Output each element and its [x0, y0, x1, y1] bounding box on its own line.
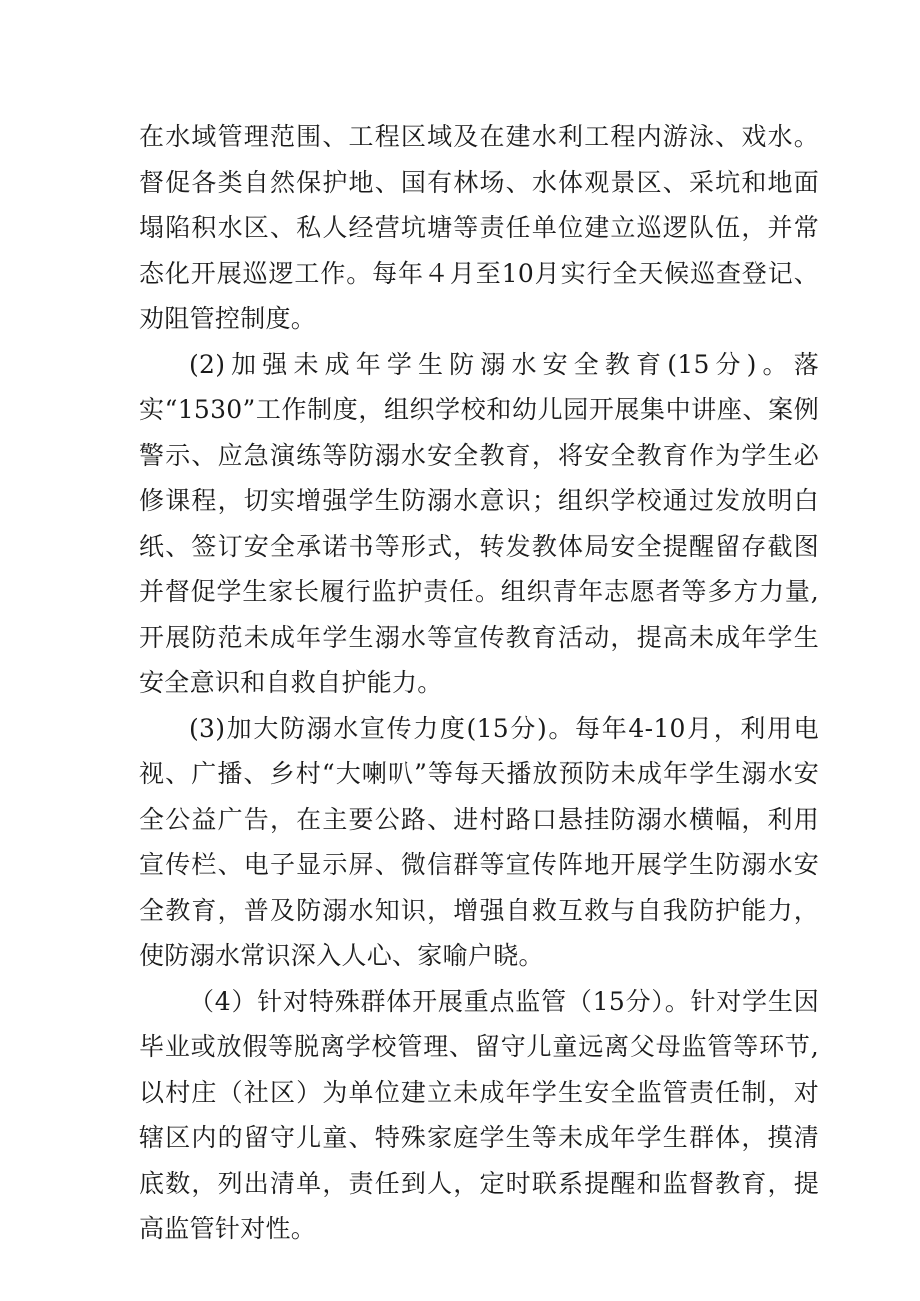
paragraph-item-3: (3)加大防溺水宣传力度(15分)。每年4-10月，利用电视、广播、乡村“大喇叭”等每天播放预防未成年学生溺水安全公益广告，在主要公路、进村路口悬挂防溺水横幅，利用宣传栏、电子显示屏、微信群等宣传阵地开展学生防溺水安全教育，普及防溺水知识，增强自救互救与自我防护能力，使防溺水常识深入人心、家喻户晓。 [139, 713, 819, 970]
document-body [139, 114, 819, 1252]
paragraph-item-4: （4）针对特殊群体开展重点监管（15分）。针对学生因毕业或放假等脱离学校管理、留守儿童远离父母监管等环节,以村庄（社区）为单位建立未成年学生安全监管责任制，对辖区内的留守儿童、特殊家庭学生等未成年学生群体，摸清底数，列出清单，责任到人，定时联系提醒和监督教育，提高监管针对性。 [139, 986, 819, 1243]
paragraph-continuation: 在水域管理范围、工程区域及在建水利工程内游泳、戏水。督促各类自然保护地、国有林场、水体观景区、采坑和地面塌陷积水区、私人经营坑塘等责任单位建立巡逻队伍，并常态化开展巡逻工作。每年４月至10月实行全天候巡查登记、劝阻管控制度。 [139, 122, 819, 333]
paragraph-item-2: (2)加强未成年学生防溺水安全教育(15分)。落实“1530”工作制度，组织学校和幼儿园开展集中讲座、案例警示、应急演练等防溺水安全教育，将安全教育作为学生必修课程，切实增强学生防溺水意识；组织学校通过发放明白纸、签订安全承诺书等形式，转发教体局安全提醒留存截图并督促学生家长履行监护责任。组织青年志愿者等多方力量,开展防范未成年学生溺水等宣传教育活动，提高未成年学生安全意识和自救自护能力。 [139, 349, 819, 697]
